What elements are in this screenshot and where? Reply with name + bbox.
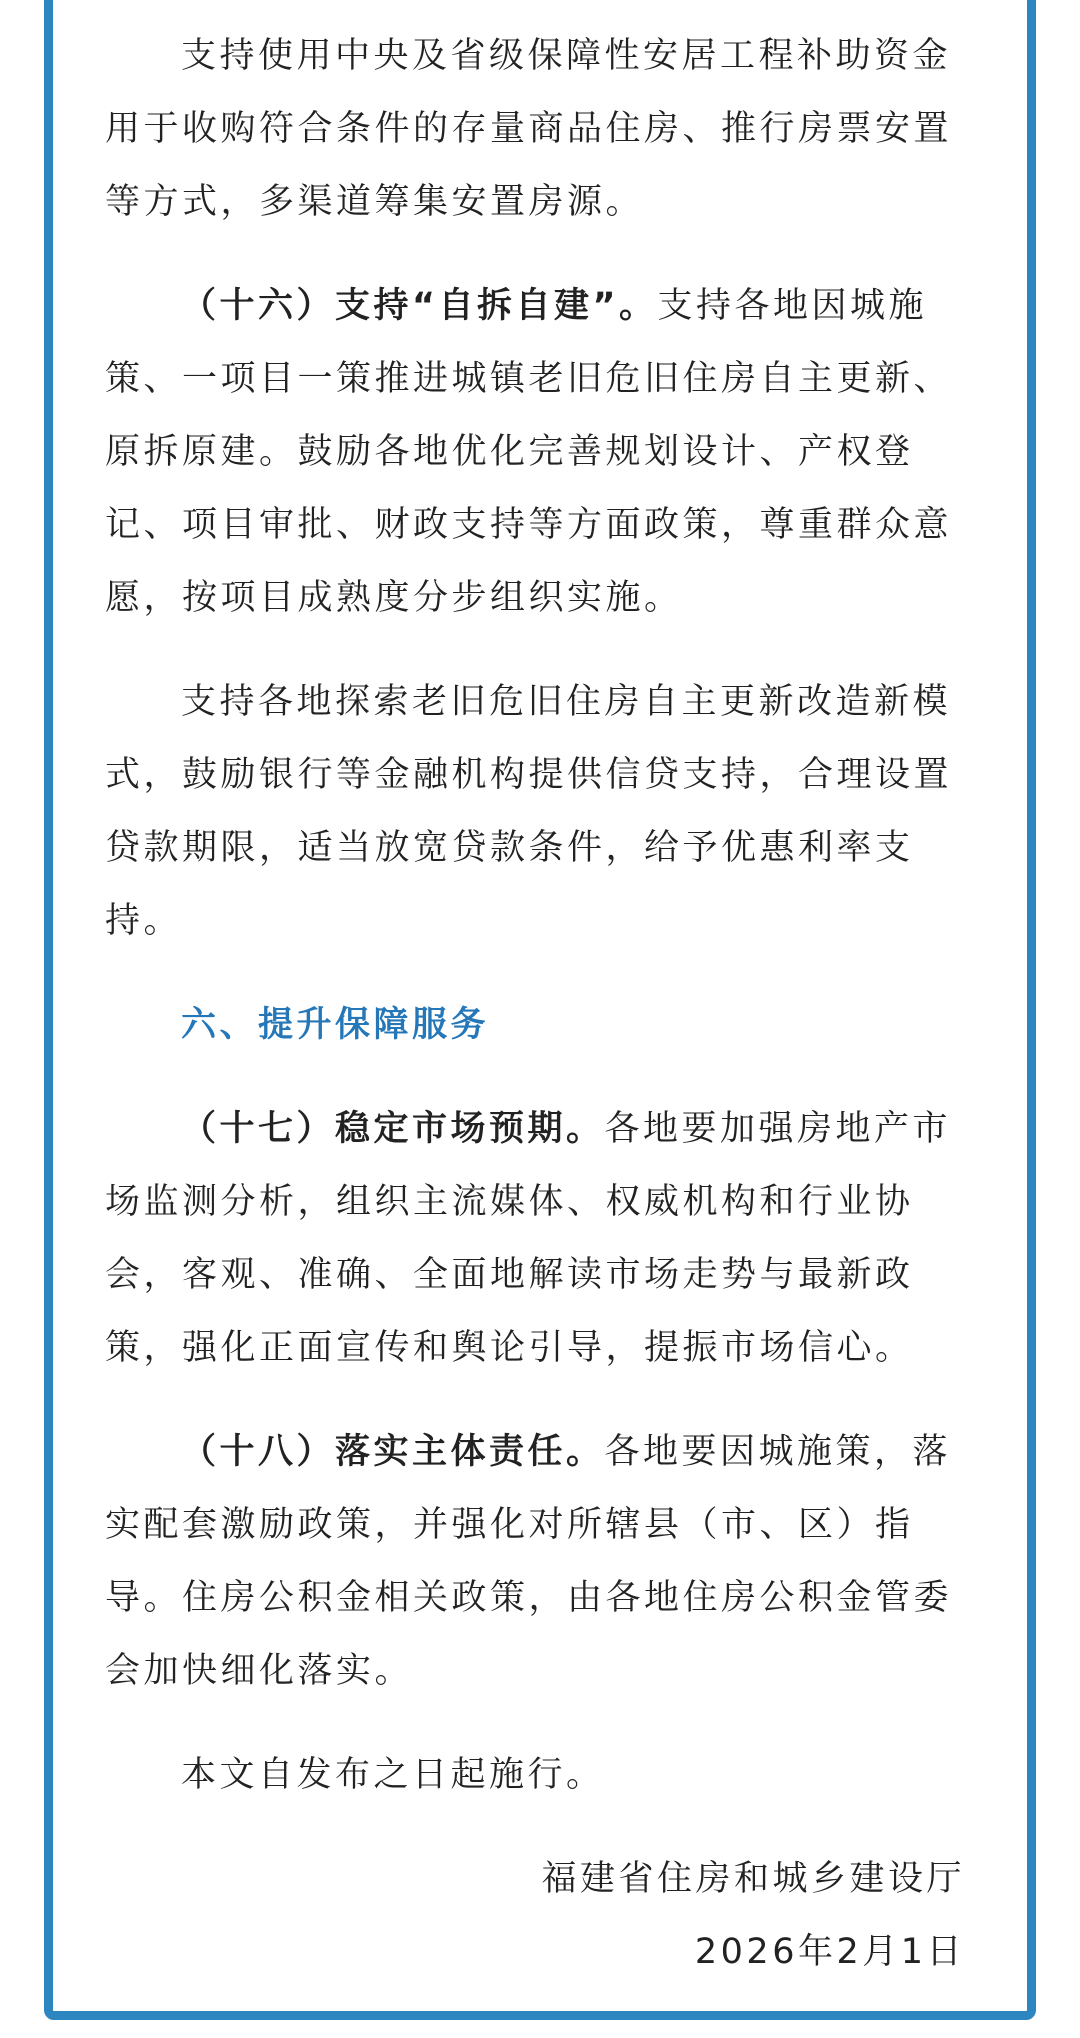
clause-body-17: 各地要加强房地产市场监测分析，组织主流媒体、权威机构和行业协会，客观、准确、全面地解读市场走势与最新政策，强化正面宣传和舆论引导，提振市场信心。	[105, 1109, 952, 1368]
clause-heading-16: （十六）支持“自拆自建”。	[181, 286, 658, 326]
paragraph-effective-date: 本文自发布之日起施行。	[181, 1755, 605, 1795]
clause-body-18: 各地要因城施策，落实配套激励政策，并强化对所辖县（市、区）指导。住房公积金相关政策，由各地住房公积金管委会加快细化落实。	[105, 1432, 953, 1691]
clause-heading-17: （十七）稳定市场预期。	[181, 1109, 605, 1149]
paragraph-housing-funds: 支持使用中央及省级保障性安居工程补助资金用于收购符合条件的存量商品住房、推行房票安置等方式，多渠道筹集安置房源。	[105, 36, 953, 222]
paragraph-renewal-finance: 支持各地探索老旧危旧住房自主更新改造新模式，鼓励银行等金融机构提供信贷支持，合理设置贷款期限，适当放宽贷款条件，给予优惠利率支持。	[105, 682, 953, 941]
paragraph-self-rebuild	[105, 270, 965, 635]
paragraph-responsibility	[105, 1416, 965, 1708]
clause-body-16: 支持各地因城施策、一项目一策推进城镇老旧危旧住房自主更新、原拆原建。鼓励各地优化完善规划设计、产权登记、项目审批、财政支持等方面政策，尊重群众意愿，按项目成熟度分步组织实施。	[105, 286, 953, 618]
paragraph-market-expectation	[105, 1093, 965, 1385]
section-title: 六、提升保障服务	[181, 1005, 490, 1045]
issue-date: 2026年2月1日	[694, 1932, 965, 1972]
document-body	[105, 20, 965, 1989]
clause-heading-18: （十八）落实主体责任。	[181, 1432, 605, 1472]
issuer-signature: 福建省住房和城乡建设厅	[541, 1859, 965, 1899]
